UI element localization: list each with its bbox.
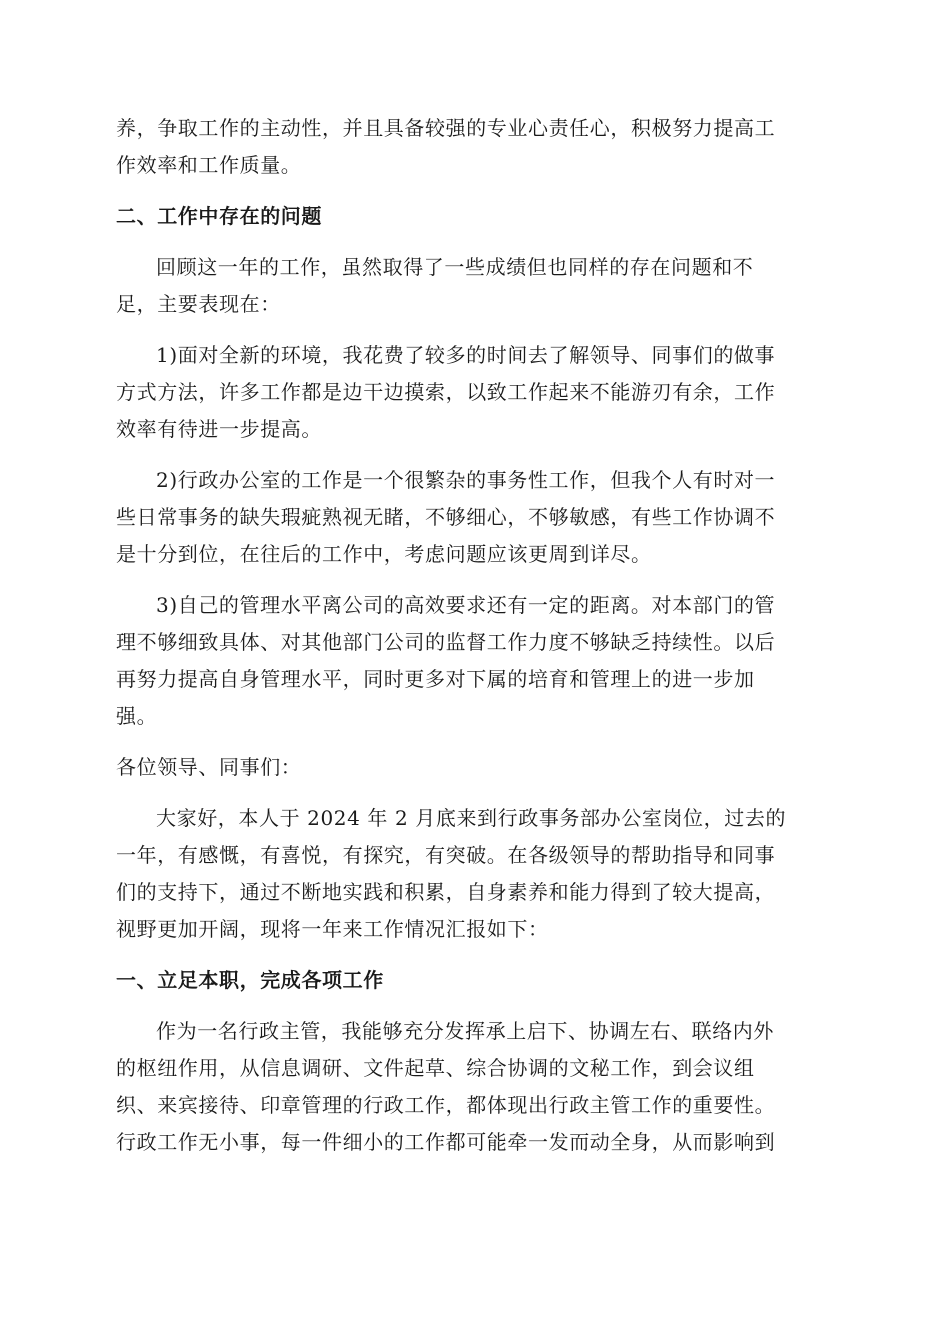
text-line: 是十分到位，在往后的工作中，考虑问题应该更周到详尽。 [116,542,652,566]
text-line: 1)面对全新的环境，我花费了较多的时间去了解领导、同事们的做事 [156,343,776,367]
paragraph [116,587,834,735]
text-line: 些日常事务的缺失瑕疵熟视无睹，不够细心，不够敏感，有些工作协调不 [116,505,776,529]
text-line: 的枢纽作用，从信息调研、文件起草、综合协调的文秘工作，到会议组 [116,1056,755,1080]
text-line: 足，主要表现在： [116,292,281,316]
text-line: 织、来宾接待、印章管理的行政工作，都体现出行政主管工作的重要性。 [116,1093,776,1117]
text-line: 3)自己的管理水平离公司的高效要求还有一定的距离。对本部门的管 [156,593,776,617]
text-line: 效率有待进一步提高。 [116,417,322,441]
paragraph [116,337,834,448]
text-line: 大家好，本人于 2024 年 2 月底来到行政事务部办公室岗位，过去的 [156,806,787,830]
text-line: 们的支持下，通过不断地实践和积累，自身素养和能力得到了较大提高， [116,880,776,904]
text-line: 一年，有感慨，有喜悦，有探究，有突破。在各级领导的帮助指导和同事 [116,843,776,867]
text-line: 养，争取工作的主动性，并且具备较强的专业心责任心，积极努力提高工 [116,116,776,140]
paragraph [116,800,834,948]
text-line: 方式方法，许多工作都是边干边摸索，以致工作起来不能游刃有余，工作 [116,380,776,404]
text-line: 二、工作中存在的问题 [116,204,322,228]
text-line: 一、立足本职，完成各项工作 [116,968,384,992]
text-line: 回顾这一年的工作，虽然取得了一些成绩但也同样的存在问题和不 [156,255,754,279]
text-line: 再努力提高自身管理水平，同时更多对下属的培育和管理上的进一步加 [116,667,755,691]
section-heading [116,962,834,999]
text-line: 理不够细致具体、对其他部门公司的监督工作力度不够缺乏持续性。以后 [116,630,776,654]
text-line: 作效率和工作质量。 [116,153,302,177]
text-line: 各位领导、同事们： [116,755,302,779]
paragraph [116,110,834,184]
text-line: 行政工作无小事，每一件细小的工作都可能牵一发而动全身，从而影响到 [116,1130,776,1154]
section-heading [116,198,834,235]
text-line: 视野更加开阔，现将一年来工作情况汇报如下： [116,917,549,941]
paragraph [116,249,834,323]
text-line: 强。 [116,704,158,728]
paragraph [116,462,834,573]
paragraph [116,749,834,786]
paragraph [116,1013,834,1161]
text-line: 作为一名行政主管，我能够充分发挥承上启下、协调左右、联络内外 [156,1019,774,1043]
text-line: 2)行政办公室的工作是一个很繁杂的事务性工作，但我个人有时对一 [156,468,776,492]
